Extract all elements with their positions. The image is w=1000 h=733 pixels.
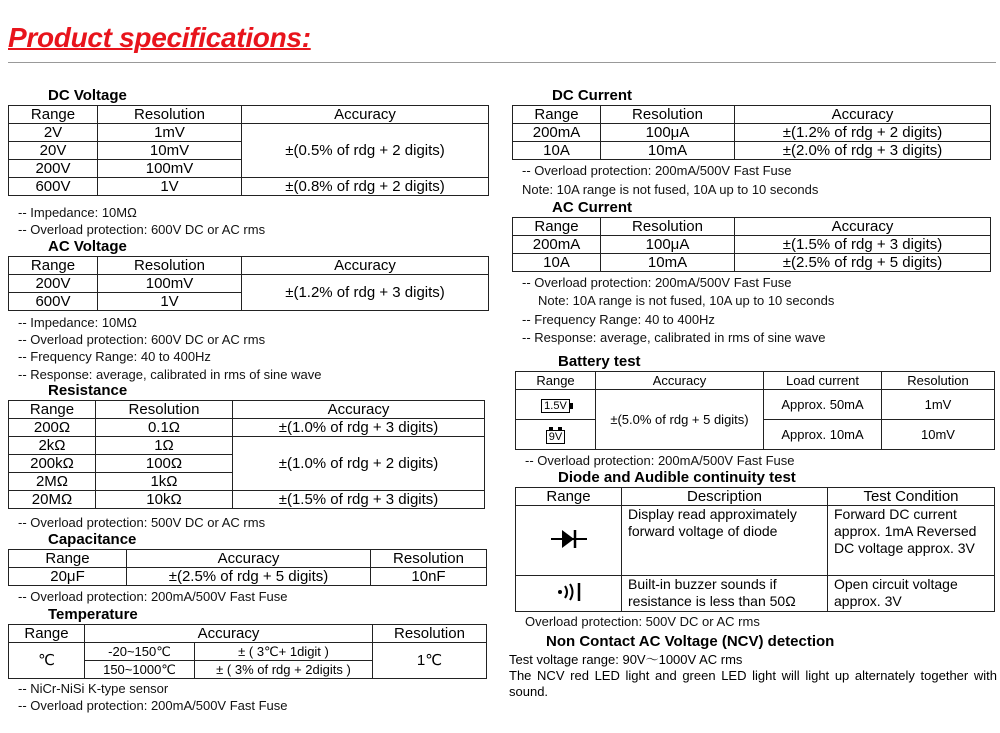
- description-cell: Built-in buzzer sounds if resistance is less than 50Ω: [622, 576, 828, 612]
- accuracy-cell: ± ( 3℃+ 1digit ): [195, 643, 373, 661]
- resolution-cell: 1mV: [882, 390, 995, 420]
- ncv-title: Non Contact AC Voltage (NCV) detection: [546, 633, 835, 650]
- temperature-note: -- Overload protection: 200mA/500V Fast Fuse: [18, 698, 288, 713]
- table-row: [513, 236, 991, 254]
- page-title: Product specifications:: [8, 22, 311, 53]
- range-cell: 200Ω: [9, 419, 96, 437]
- temperature-title: Temperature: [48, 606, 138, 623]
- ac-current-title: AC Current: [552, 199, 633, 216]
- range-cell: 20μF: [9, 568, 127, 586]
- range-header: Range: [9, 550, 127, 568]
- accuracy-header: Accuracy: [735, 218, 991, 236]
- range-header: Range: [9, 401, 96, 419]
- accuracy-cell: ±(0.8% of rdg + 2 digits): [242, 178, 489, 196]
- title-rule: [8, 62, 996, 63]
- range-header: Range: [9, 257, 98, 275]
- table-row: [516, 576, 995, 612]
- table-row: [9, 124, 489, 142]
- resolution-cell: 1kΩ: [96, 473, 233, 491]
- resolution-cell: 1V: [98, 293, 242, 311]
- temperature-note: -- NiCr-NiSi K-type sensor: [18, 681, 169, 696]
- accuracy-cell: ±(1.2% of rdg + 2 digits): [735, 124, 991, 142]
- temperature-table: [8, 624, 487, 679]
- resistance-title: Resistance: [48, 382, 128, 399]
- resolution-header: Resolution: [601, 218, 735, 236]
- dc-voltage-note: -- Impedance: 10MΩ: [18, 205, 137, 220]
- range-cell: 200kΩ: [9, 455, 96, 473]
- range-cell: 200mA: [513, 124, 601, 142]
- test-condition-cell: Open circuit voltage approx. 3V: [828, 576, 995, 612]
- dc-current-title: DC Current: [552, 87, 633, 104]
- ac-voltage-note: -- Impedance: 10MΩ: [18, 315, 137, 330]
- battery-test-title: Battery test: [558, 353, 641, 370]
- test-condition-cell: Forward DC current approx. 1mA Reversed DC voltage approx. 3V: [828, 506, 995, 576]
- accuracy-cell: ± ( 3% of rdg + 2digits ): [195, 661, 373, 679]
- accuracy-cell: ±(1.0% of rdg + 3 digits): [233, 419, 485, 437]
- resolution-cell: 1mV: [98, 124, 242, 142]
- table-row: [9, 568, 487, 586]
- accuracy-header: Accuracy: [735, 106, 991, 124]
- diode-test-title: Diode and Audible continuity test: [558, 469, 796, 486]
- test-condition-header: Test Condition: [828, 488, 995, 506]
- resolution-cell: 1℃: [373, 643, 487, 679]
- resolution-header: Resolution: [98, 106, 242, 124]
- ac-voltage-table: [8, 256, 489, 311]
- load-current-cell: Approx. 10mA: [764, 420, 882, 450]
- battery-1-5v-icon: [516, 390, 596, 420]
- buzzer-icon: [516, 576, 622, 612]
- ac-current-table: [512, 217, 991, 272]
- battery-9v-icon: [516, 420, 596, 450]
- range-cell: 10A: [513, 254, 601, 272]
- table-row: [513, 124, 991, 142]
- accuracy-header: Accuracy: [242, 106, 489, 124]
- table-header-row: [513, 218, 991, 236]
- table-header-row: [9, 401, 485, 419]
- ac-voltage-title: AC Voltage: [48, 238, 127, 255]
- range-cell: 2MΩ: [9, 473, 96, 491]
- range-cell: 2V: [9, 124, 98, 142]
- accuracy-header: Accuracy: [242, 257, 489, 275]
- ncv-led-behavior: The NCV red LED light and green LED light will light up alternately together with sound.: [509, 668, 997, 699]
- ncv-description: [509, 652, 997, 700]
- resolution-cell: 100Ω: [96, 455, 233, 473]
- range-cell: 200V: [9, 275, 98, 293]
- ac-current-note: -- Overload protection: 200mA/500V Fast Fuse: [522, 275, 792, 290]
- battery-label: 1.5V: [541, 399, 570, 413]
- ac-current-note: Note: 10A range is not fused, 10A up to 10 seconds: [538, 293, 835, 308]
- accuracy-header: Accuracy: [596, 372, 764, 390]
- ac-voltage-note: -- Response: average, calibrated in rms of sine wave: [18, 367, 322, 382]
- range-cell: 600V: [9, 178, 98, 196]
- resolution-header: Resolution: [96, 401, 233, 419]
- table-header-row: [9, 550, 487, 568]
- range-header: Range: [513, 218, 601, 236]
- table-row: [513, 142, 991, 160]
- capacitance-table: [8, 549, 487, 586]
- resolution-cell: 10nF: [371, 568, 487, 586]
- table-row: [9, 178, 489, 196]
- resolution-header: Resolution: [882, 372, 995, 390]
- range-cell: 600V: [9, 293, 98, 311]
- resolution-cell: 10mV: [882, 420, 995, 450]
- resolution-cell: 10mA: [601, 254, 735, 272]
- table-row: [9, 643, 487, 661]
- range-header: Range: [516, 488, 622, 506]
- table-row: [9, 275, 489, 293]
- load-current-header: Load current: [764, 372, 882, 390]
- temp-subrange-cell: -20~150℃: [85, 643, 195, 661]
- table-row: [9, 419, 485, 437]
- range-header: Range: [513, 106, 601, 124]
- resolution-cell: 100mV: [98, 160, 242, 178]
- resolution-cell: 10mV: [98, 142, 242, 160]
- dc-voltage-table: [8, 105, 489, 196]
- range-cell: 20MΩ: [9, 491, 96, 509]
- table-header-row: [9, 106, 489, 124]
- description-cell: Display read approximately forward voltage of diode: [622, 506, 828, 576]
- accuracy-cell: ±(1.0% of rdg + 2 digits): [233, 437, 485, 491]
- range-cell: 200mA: [513, 236, 601, 254]
- resolution-cell: 100μA: [601, 236, 735, 254]
- resolution-cell: 10kΩ: [96, 491, 233, 509]
- accuracy-header: Accuracy: [233, 401, 485, 419]
- resolution-header: Resolution: [601, 106, 735, 124]
- dc-voltage-note: -- Overload protection: 600V DC or AC rms: [18, 222, 266, 237]
- load-current-cell: Approx. 50mA: [764, 390, 882, 420]
- resolution-cell: 0.1Ω: [96, 419, 233, 437]
- range-cell: 200V: [9, 160, 98, 178]
- dc-voltage-title: DC Voltage: [48, 87, 127, 104]
- dc-current-table: [512, 105, 991, 160]
- battery-test-note: -- Overload protection: 200mA/500V Fast Fuse: [525, 453, 795, 468]
- ac-current-note: -- Frequency Range: 40 to 400Hz: [522, 312, 715, 327]
- range-header: Range: [9, 106, 98, 124]
- diode-symbol-icon: [516, 506, 622, 576]
- range-cell: 2kΩ: [9, 437, 96, 455]
- table-row: [9, 437, 485, 455]
- resistance-note: -- Overload protection: 500V DC or AC rms: [18, 515, 266, 530]
- accuracy-cell: ±(2.0% of rdg + 3 digits): [735, 142, 991, 160]
- accuracy-cell: ±(1.5% of rdg + 3 digits): [233, 491, 485, 509]
- resolution-cell: 1Ω: [96, 437, 233, 455]
- ncv-voltage-range: Test voltage range: 90V～1000V AC rms: [509, 652, 743, 667]
- table-header-row: [516, 372, 995, 390]
- accuracy-cell: ±(1.5% of rdg + 3 digits): [735, 236, 991, 254]
- resolution-cell: 10mA: [601, 142, 735, 160]
- range-header: Range: [516, 372, 596, 390]
- range-cell: 20V: [9, 142, 98, 160]
- ac-voltage-note: -- Frequency Range: 40 to 400Hz: [18, 349, 211, 364]
- table-row: [516, 506, 995, 576]
- table-row: [516, 390, 995, 420]
- resolution-header: Resolution: [98, 257, 242, 275]
- ac-voltage-note: -- Overload protection: 600V DC or AC rms: [18, 332, 266, 347]
- resolution-cell: 100μA: [601, 124, 735, 142]
- description-header: Description: [622, 488, 828, 506]
- ac-current-note: -- Response: average, calibrated in rms of sine wave: [522, 330, 826, 345]
- range-header: Range: [9, 625, 85, 643]
- resolution-cell: 100mV: [98, 275, 242, 293]
- diode-test-note: Overload protection: 500V DC or AC rms: [525, 614, 760, 629]
- resolution-cell: 1V: [98, 178, 242, 196]
- range-cell: ℃: [9, 643, 85, 679]
- capacitance-title: Capacitance: [48, 531, 137, 548]
- accuracy-cell: ±(1.2% of rdg + 3 digits): [242, 275, 489, 311]
- table-header-row: [9, 625, 487, 643]
- diode-test-table: [515, 487, 995, 612]
- resistance-table: [8, 400, 485, 509]
- accuracy-header: Accuracy: [127, 550, 371, 568]
- resolution-header: Resolution: [373, 625, 487, 643]
- table-row: [513, 254, 991, 272]
- accuracy-cell: ±(5.0% of rdg + 5 digits): [596, 390, 764, 450]
- accuracy-header: Accuracy: [85, 625, 373, 643]
- table-header-row: [9, 257, 489, 275]
- table-header-row: [513, 106, 991, 124]
- capacitance-note: -- Overload protection: 200mA/500V Fast Fuse: [18, 589, 288, 604]
- accuracy-cell: ±(2.5% of rdg + 5 digits): [127, 568, 371, 586]
- resolution-header: Resolution: [371, 550, 487, 568]
- dc-current-note: Note: 10A range is not fused, 10A up to 10 seconds: [522, 182, 819, 197]
- battery-test-table: [515, 371, 995, 450]
- temp-subrange-cell: 150~1000℃: [85, 661, 195, 679]
- accuracy-cell: ±(0.5% of rdg + 2 digits): [242, 124, 489, 178]
- table-row: [9, 491, 485, 509]
- range-cell: 10A: [513, 142, 601, 160]
- battery-label: 9V: [546, 430, 565, 444]
- accuracy-cell: ±(2.5% of rdg + 5 digits): [735, 254, 991, 272]
- table-header-row: [516, 488, 995, 506]
- dc-current-note: -- Overload protection: 200mA/500V Fast Fuse: [522, 163, 792, 178]
